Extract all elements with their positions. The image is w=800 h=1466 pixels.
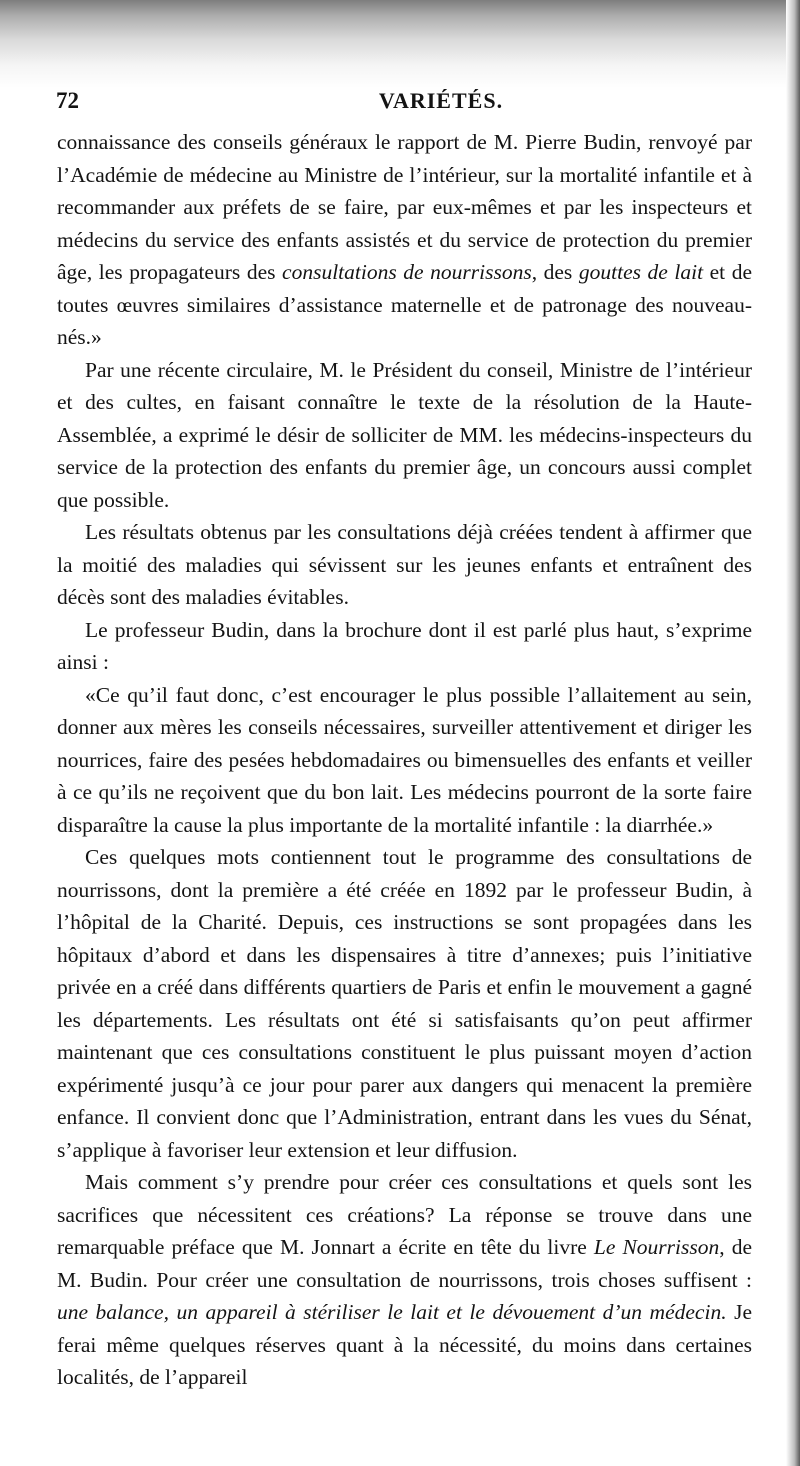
page-header <box>56 88 756 124</box>
paragraph <box>57 679 752 842</box>
text-run: et de toutes œuvres similaires d’assistance maternelle et de patronage des nouveau-nés.» <box>57 260 753 349</box>
italic-text: consultations de nourrissons <box>282 260 532 284</box>
text-run: Je ferai même quelques réserves quant à la nécessité, du moins dans certaines localités, de l’appareil <box>57 1300 752 1389</box>
text-run: «Ce qu’il faut donc, c’est encourager le plus possible l’allaitement au sein, donner aux mères les conseils nécessaires, surveiller attentivement et diriger les nourrices, faire des pesées hebdomadaires ou bimensuelles des enfants et veiller à ce qu’ils ne reçoivent que du bon lait. Les médecins pourront de la sorte faire disparaître la cause la plus importante de la mortalité infantile : la diarrhée.» <box>57 682 752 837</box>
italic-text: une balance, un appareil à stériliser le lait et le dévouement d’un médecin. <box>57 1300 727 1324</box>
text-run: Par une récente circulaire, M. le Président du conseil, Ministre de l’intérieur et des cultes, en faisant connaître le texte de la résolution de la Haute-Assemblée, a exprimé le désir de solliciter de MM. les médecins-inspecteurs du service de la protection des enfants du premier âge, un concours aussi complet que possible. <box>57 357 752 512</box>
text-run: , des <box>531 260 579 284</box>
text-run: Mais comment s’y prendre pour créer ces consultations et quels sont les sacrifices que nécessitent ces créations? La réponse se trouve dans une remarquable préface que M. Jonnart a écrite en tête du livre <box>57 1170 752 1259</box>
page-number: 72 <box>56 88 79 113</box>
text-run: Les résultats obtenus par les consultations déjà créées tendent à affirmer que la moitié des maladies qui sévissent sur les jeunes enfants et entraînent des décès sont des maladies évitables. <box>57 520 752 609</box>
italic-text: gouttes de lait <box>578 260 704 284</box>
body-text <box>57 126 752 1394</box>
text-run: Le professeur Budin, dans la brochure dont il est parlé plus haut, s’exprime ainsi : <box>57 617 752 674</box>
paragraph <box>57 614 752 679</box>
paragraph <box>57 1166 752 1394</box>
page-edge-shadow <box>786 0 800 1466</box>
paragraph <box>57 841 752 1166</box>
paragraph <box>57 354 752 517</box>
page-top-discoloration <box>0 0 800 88</box>
paragraph <box>57 126 752 354</box>
running-head: VARIÉTÉS. <box>378 88 504 113</box>
text-run: connaissance des conseils généraux le rapport de M. Pierre Budin, renvoyé par l’Académie de médecine au Ministre de l’intérieur, sur la mortalité infantile et à recommander aux préfets de se faire, par eux-mêmes et par les inspecteurs et médecins du service des enfants assistés et du service de protection du premier âge, les propagateurs des <box>57 130 752 284</box>
italic-text: Le Nourrisson <box>593 1235 720 1259</box>
paragraph <box>57 516 752 614</box>
text-run: Ces quelques mots contiennent tout le programme des consultations de nourrissons, dont la première a été créée en 1892 par le professeur Budin, à l’hôpital de la Charité. Depuis, ces instructions se sont propagées dans les hôpitaux d’abord et dans les dispensaires à titre d’annexes; puis l’initiative privée en a créé dans différents quartiers de Paris et enfin le mouvement a gagné les départements. Les résultats ont été si satisfaisants qu’on peut affirmer maintenant que ces consultations constituent le plus puissant moyen d’action expérimenté jusqu’à ce jour pour parer aux dangers qui menacent la première enfance. Il convient donc que l’Administration, entrant dans les vues du Sénat, s’applique à favoriser leur extension et leur diffusion. <box>57 845 752 1162</box>
text-run: , de M. Budin. Pour créer une consultation de nourrissons, trois choses suffisent : <box>57 1235 752 1292</box>
